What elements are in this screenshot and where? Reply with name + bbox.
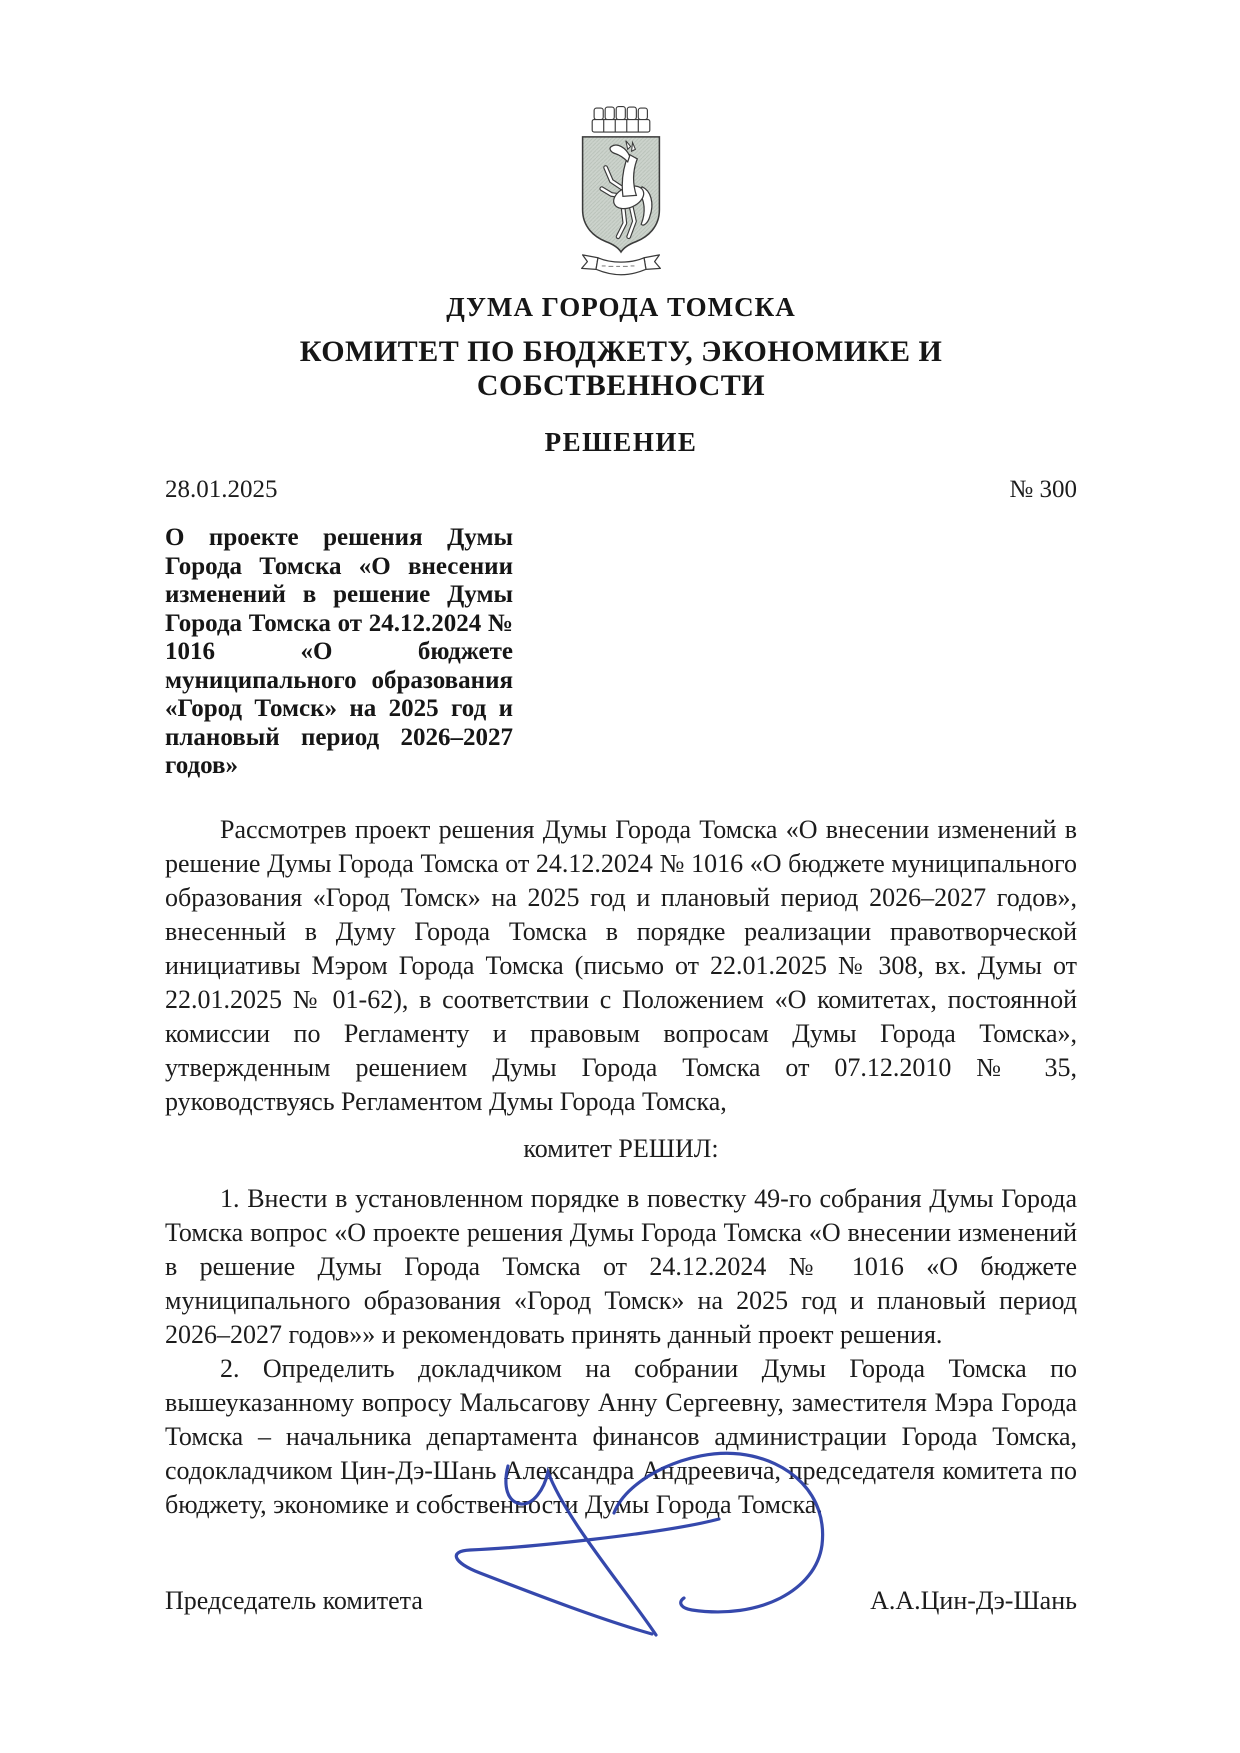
preamble-paragraph: Рассмотрев проект решения Думы Города Томска «О внесении изменений в решение Думы Города Томска от 24.12.2024 № 1016 «О бюджете муниципального образования «Город Томск» на 2025 год и плановый период 2026–2027 годов», внесенный в Думу Города Томска в порядке реализации правотворческой инициативы Мэром Города Томска (письмо от 22.01.2025 № 308, вх. Думы от 22.01.2025 № 01-62), в соответствии с Положением «О комитетах, постоянной комиссии по Регламенту и правовым вопросам Думы Города Томска», утвержденным решением Думы Города Томска от 07.12.2010 № 35, руководствуясь Регламентом Думы Города Томска,	[165, 814, 1077, 1116]
resolution-item-1: 1. Внести в установленном порядке в повестку 49-го собрания Думы Города Томска вопрос «О проекте решения Думы Города Томска «О внесении изменений в решение Думы Города Томска от 24.12.2024 № 1016 «О бюджете муниципального образования «Город Томск» на 2025 год и плановый период 2026–2027 годов»» и рекомендовать принять данный проект решения.	[165, 1183, 1077, 1349]
document-number: № 300	[1009, 476, 1077, 503]
signer-title: Председатель комитета	[165, 1585, 423, 1615]
mural-crown	[592, 107, 650, 132]
organization-title: ДУМА ГОРОДА ТОМСКА	[446, 292, 796, 322]
tomsk-coat-of-arms-icon	[573, 104, 669, 282]
committee-title: КОМИТЕТ ПО БЮДЖЕТУ, ЭКОНОМИКЕ И СОБСТВЕННОСТИ	[299, 335, 943, 402]
document-content	[0, 104, 1240, 1616]
document-date: 28.01.2025	[165, 476, 278, 503]
date-number-row	[165, 476, 1077, 504]
resolution-intro: комитет РЕШИЛ:	[523, 1133, 719, 1163]
resolution-item-2: 2. Определить докладчиком на собрании Думы Города Томска по вышеуказанному вопросу Мальсагову Анну Сергеевну, заместителя Мэра Города Томска – начальника департамента финансов администрации Города Томска, содокладчиком Цин-Дэ-Шань Александра Андреевича, председателя комитета по бюджету, экономике и собственности Думы Города Томска.	[165, 1353, 1077, 1519]
document-type-heading: РЕШЕНИЕ	[544, 427, 698, 457]
ribbon	[582, 255, 661, 275]
coat-of-arms-svg	[573, 104, 669, 282]
document-subject: О проекте решения Думы Города Томска «О внесении изменений в решение Думы Города Томска от 24.12.2024 № 1016 «О бюджете муниципального образования «Город Томск» на 2025 год и плановый период 2026–2027 годов»	[165, 524, 513, 779]
signer-name: А.А.Цин-Дэ-Шань	[870, 1585, 1077, 1615]
signature-row	[165, 1586, 1077, 1616]
